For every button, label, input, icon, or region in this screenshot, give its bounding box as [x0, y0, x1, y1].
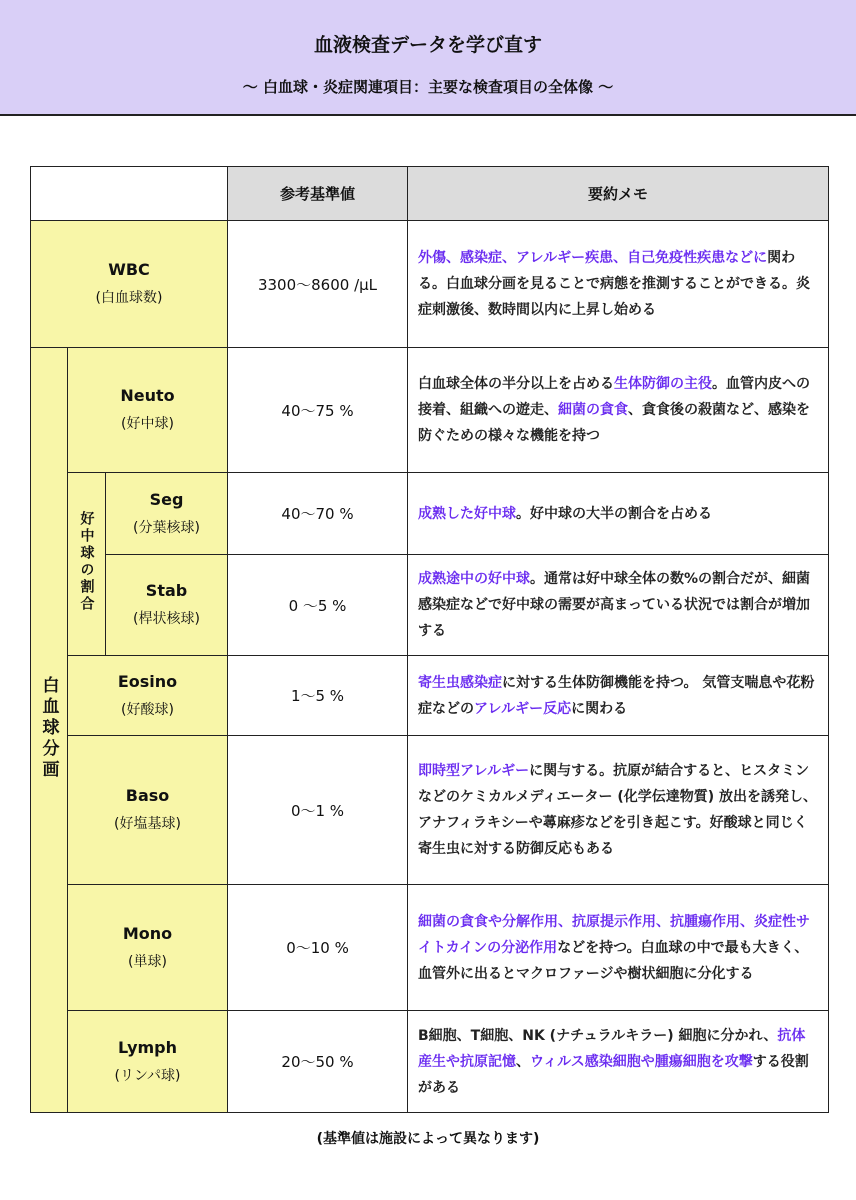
row-label-baso — [68, 736, 228, 885]
row-label-wbc — [31, 221, 228, 348]
memo-highlight: 細菌の貪食や分解作用、抗原提示作用、抗腫瘍作用、炎症性サイトカインの分泌作用 — [418, 913, 811, 956]
group-label-neutrophil-ratio — [68, 473, 106, 656]
memo-cell — [408, 736, 829, 885]
memo-text: 。好中球の大半の割合を占める — [516, 505, 713, 522]
memo-cell — [408, 555, 829, 656]
reference-value: 0～1 % — [228, 736, 408, 885]
page-subtitle: ～ 白血球・炎症関連項目：主要な検査項目の全体像 ～ — [242, 78, 614, 96]
memo-highlight: 成熟した好中球 — [418, 505, 517, 522]
memo-text: 。血管内皮への接着、組織への遊走、 — [418, 376, 811, 418]
lab-values-table — [30, 166, 829, 1113]
reference-value: 1～5 % — [228, 656, 408, 736]
memo-text: に関与する。抗原が結合すると、ヒスタミンなどのケミカルメディエーター (化学伝達物質) 放出を誘発し、アナフィラキシーや蕁麻疹などを引き起こす。好酸球と同じく寄生虫に対する防御反応もある — [418, 763, 818, 857]
memo-text: 白血球全体の半分以上を占める — [418, 376, 615, 392]
memo-highlight: 寄生虫感染症 — [418, 674, 503, 691]
memo-highlight: 抗体産生や抗原記憶 — [418, 1027, 806, 1070]
memo-text: に対する生体防御機能を持つ。 気管支喘息や花粉症などの — [418, 674, 815, 717]
memo-cell — [408, 473, 829, 555]
row-label-stab — [106, 555, 228, 656]
memo-text: 、 — [516, 1053, 531, 1070]
memo-highlight: アレルギー反応 — [474, 700, 572, 717]
label-jp: (白血球数) — [95, 290, 163, 306]
group-label-text: 白血球分画 — [38, 675, 59, 781]
label-jp: (桿状核球) — [133, 611, 200, 627]
label-en: WBC — [108, 260, 150, 279]
memo-text: B細胞、T細胞、NK (ナチュラルキラー) 細胞に分かれ、 — [418, 1027, 778, 1044]
row-label-eosino — [68, 656, 228, 736]
memo-text: に関わる — [571, 700, 628, 717]
header-memo: 要約メモ — [408, 167, 829, 221]
memo-highlight: ウィルス感染細胞や腫瘍細胞を攻撃 — [530, 1053, 753, 1070]
header-reference: 参考基準値 — [228, 167, 408, 221]
memo-cell — [408, 656, 829, 736]
memo-text: 。通常は好中球全体の数%の割合だが、細菌感染症などで好中球の需要が高まっている状況では割合が増加する — [418, 571, 811, 639]
label-en: Lymph — [117, 1037, 178, 1057]
corner-cell — [31, 167, 228, 221]
reference-value: 3300～8600 /μL — [228, 221, 408, 348]
memo-highlight: 即時型アレルギー — [418, 763, 530, 779]
page-title: 血液検査データを学び直す — [313, 34, 542, 56]
memo-text: する役割がある — [418, 1053, 809, 1096]
row-label-seg — [106, 473, 228, 555]
memo-highlight: 外傷、感染症、アレルギー疾患、自己免疫性疾患などに — [418, 250, 768, 266]
memo-cell — [408, 221, 829, 348]
label-en: Seg — [149, 489, 184, 509]
label-en: Stab — [145, 581, 188, 600]
memo-highlight: 細菌の貪食 — [558, 402, 629, 418]
label-en: Eosino — [117, 671, 178, 691]
memo-cell — [408, 348, 829, 473]
reference-value: 40～75 % — [228, 348, 408, 473]
subgroup-label-text: 好中球の割合 — [78, 511, 95, 613]
footnote: (基準値は施設によって異なります) — [316, 1131, 540, 1147]
memo-highlight: 成熟途中の好中球 — [418, 571, 531, 587]
page-header — [0, 0, 856, 116]
label-jp: (好塩基球) — [114, 816, 181, 832]
memo-text: 関わる。白血球分画を見ることで病態を推測することができる。炎症刺激後、数時間以内に上昇し始める — [418, 250, 811, 318]
reference-value: 0 ～5 % — [228, 555, 408, 656]
label-jp: (リンパ球) — [114, 1067, 181, 1084]
group-label-differential — [31, 348, 68, 1113]
memo-cell — [408, 885, 829, 1011]
reference-value: 40～70 % — [228, 473, 408, 555]
label-jp: (単球) — [128, 953, 167, 970]
row-label-lymph — [68, 1011, 228, 1113]
label-jp: (分葉核球) — [133, 519, 200, 536]
memo-text: 、貪食後の殺菌など、感染を防ぐための様々な機能を持つ — [418, 402, 811, 444]
memo-text: などを持つ。白血球の中で最も大きく、血管外に出るとマクロファージや樹状細胞に分化する — [418, 939, 809, 982]
label-jp: (好中球) — [121, 416, 174, 432]
label-en: Neuto — [120, 386, 175, 405]
row-label-neuto — [68, 348, 228, 473]
label-en: Mono — [122, 923, 173, 943]
memo-highlight: 生体防御の主役 — [614, 376, 713, 392]
label-jp: (好酸球) — [121, 701, 174, 718]
reference-value: 20～50 % — [228, 1011, 408, 1113]
reference-value: 0～10 % — [228, 885, 408, 1011]
memo-cell — [408, 1011, 829, 1113]
row-label-mono — [68, 885, 228, 1011]
label-en: Baso — [125, 786, 170, 805]
